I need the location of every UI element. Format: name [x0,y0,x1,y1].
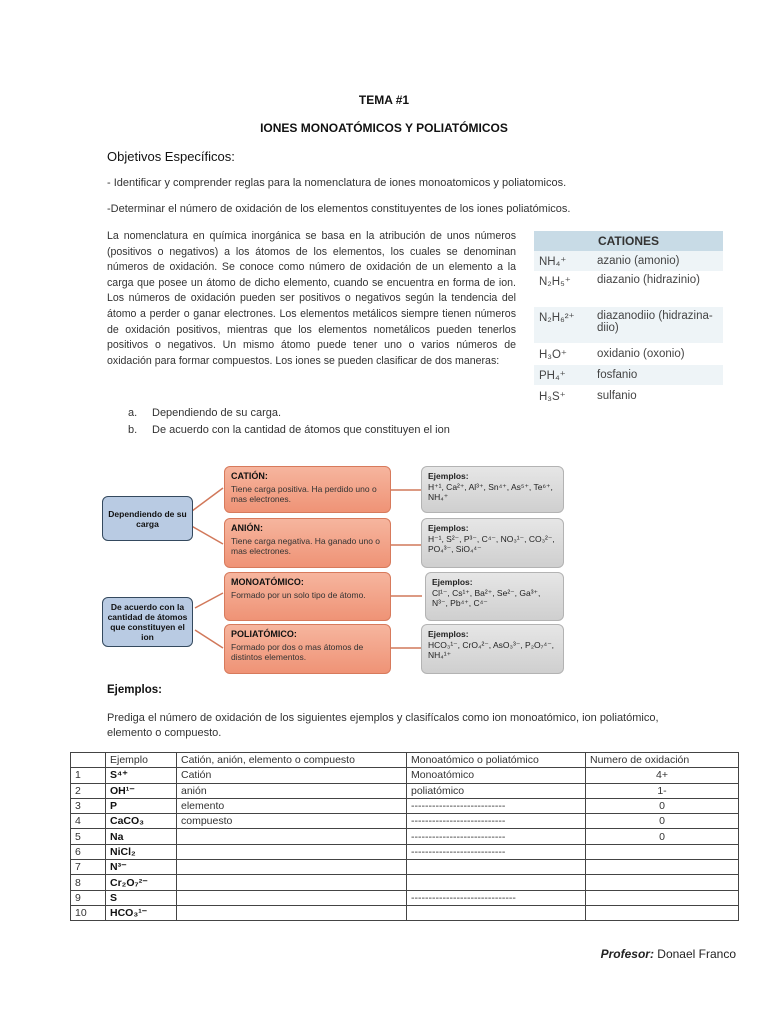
header-cell: Monoatómico o poliatómico [407,753,586,768]
table-row [71,768,739,783]
table-row [71,875,739,890]
row-number: 7 [71,860,106,875]
oxidation-cell: 0 [586,814,739,829]
cation-name: diazanodiio (hidrazina-diio) [597,310,713,334]
row-number: 6 [71,844,106,859]
cation-formula: N₂H₆²⁺ [539,312,575,324]
oxidation-cell [586,860,739,875]
atomicity-cell: --------------------------- [407,829,586,844]
table-row [71,798,739,813]
atomicity-cell: Monoatómico [407,768,586,783]
example-cell: S⁴⁺ [106,768,177,783]
table-row [71,844,739,859]
examples-title: Ejemplos: [428,471,469,481]
monoatomic-examples-box [425,572,564,621]
example-cell: OH¹⁻ [106,783,177,798]
example-cell: HCO₃¹⁻ [106,905,177,920]
cation-desc: Tiene carga positiva. Ha perdido uno o mas electrones. [231,484,377,504]
topic-subtitle: IONES MONOATÓMICOS Y POLIATÓMICOS [260,121,508,135]
row-number: 10 [71,905,106,920]
cation-name: sulfanio [597,390,637,402]
oxidation-cell [586,875,739,890]
objective-2: -Determinar el número de oxidación de los elementos constituyentes de los iones poliatómicos. [107,203,571,215]
classification-cell: elemento [177,798,407,813]
cation-name: azanio (amonio) [597,255,680,267]
list-marker: b. [128,424,138,436]
cation-formula: NH₄⁺ [539,256,567,268]
teacher-label: Profesor: [600,947,654,961]
cation-examples-box [421,466,564,513]
header-cell [71,753,106,768]
anion-title: ANIÓN: [231,523,263,533]
monoatomic-examples: Cl¹⁻, Cs¹⁺, Ba²⁺, Se²⁻, Ga³⁺, N³⁻, Pb⁴⁺, C⁴⁻ [432,588,541,608]
table-row [71,860,739,875]
cationes-title: CATIONES [534,231,723,251]
monoatomic-title: MONOATÓMICO: [231,577,304,587]
topic-title: TEMA #1 [358,93,410,107]
examples-title: Ejemplos: [432,577,473,587]
table-row [71,829,739,844]
cation-name: diazanio (hidrazinio) [597,274,700,286]
atomicity-cell: poliatómico [407,783,586,798]
cation-box [224,466,391,513]
row-number: 8 [71,875,106,890]
oxidation-cell: 1- [586,783,739,798]
atomicity-cell: --------------------------- [407,844,586,859]
cation-name: fosfanio [597,369,638,381]
anion-examples: H⁻¹, S²⁻, P³⁻, C⁴⁻, NO₃¹⁻, CO₃²⁻, PO₄³⁻, SiO₄⁴⁻ [428,534,555,554]
classification-cell [177,875,407,890]
oxidation-cell [586,844,739,859]
example-cell: N³⁻ [106,860,177,875]
examples-title: Ejemplos: [428,523,469,533]
anion-examples-box [421,518,564,568]
row-number: 5 [71,829,106,844]
polyatomic-box [224,624,391,674]
classification-cell [177,905,407,920]
monoatomic-box [224,572,391,621]
group-atoms-box: De acuerdo con la cantidad de átomos que constituyen el ion [102,597,193,647]
cation-formula: H₃O⁺ [539,349,568,361]
classification-cell [177,844,407,859]
classification-cell [177,829,407,844]
header-cell: Catión, anión, elemento o compuesto [177,753,407,768]
cation-formula: N₂H₅⁺ [539,276,571,288]
cation-name: oxidanio (oxonio) [597,348,685,360]
anion-desc: Tiene carga negativa. Ha ganado uno o mas electrones. [231,536,381,556]
oxidation-cell: 0 [586,798,739,813]
oxidation-cell [586,905,739,920]
list-text: Dependiendo de su carga. [152,407,282,419]
row-number: 4 [71,814,106,829]
examples-heading: Ejemplos: [107,684,162,696]
example-cell: CaCO₃ [106,814,177,829]
row-number: 1 [71,768,106,783]
classification-cell: Catión [177,768,407,783]
table-row [71,890,739,905]
objective-1: - Identificar y comprender reglas para la nomenclatura de iones monoatomicos y poliatomicos. [107,177,567,189]
footer [601,947,736,961]
atomicity-cell [407,860,586,875]
example-cell: Na [106,829,177,844]
table-row [71,783,739,798]
table-row [71,905,739,920]
list-text: De acuerdo con la cantidad de átomos que constituyen el ion [152,424,450,436]
oxidation-cell: 4+ [586,768,739,783]
objectives-heading: Objetivos Específicos: [107,149,235,164]
cation-examples: H⁺¹, Ca²⁺, Al³⁺, Sn⁴⁺, As⁵⁺, Te⁶⁺, NH₄⁺ [428,482,553,502]
examples-instruction: Prediga el número de oxidación de los siguientes ejemplos y clasifícalos como ion monoatómico, ion poliatómico, elemento o compuesto. [107,712,659,739]
anion-box [224,518,391,568]
atomicity-cell: --------------------------- [407,798,586,813]
polyatomic-desc: Formado por dos o mas átomos de distintos elementos. [231,642,364,662]
classification-cell: anión [177,783,407,798]
header-cell: Ejemplo [106,753,177,768]
teacher-name: Donael Franco [657,947,736,961]
classification-cell [177,860,407,875]
monoatomic-desc: Formado por un solo tipo de átomo. [231,590,366,600]
row-number: 3 [71,798,106,813]
cation-title: CATIÓN: [231,471,268,481]
exercise-table [70,752,739,921]
atomicity-cell: ------------------------------ [407,890,586,905]
polyatomic-examples: HCO₃¹⁻, CrO₄²⁻, AsO₃³⁻, P₂O₇⁴⁻, NH₄¹⁺ [428,640,555,660]
classification-cell [177,890,407,905]
classification-cell: compuesto [177,814,407,829]
intro-paragraph: La nomenclatura en química inorgánica se basa en la atribución de unos números (positivos o negativos) a los átomos de los elementos, los cuales se denominan números de oxidación. Se conoce como número de oxidación de un elemento a la carga que posee un átomo de dicho elemento, cuando se encuentra en forma de ion. Los números de oxidación pueden ser positivos o negativos según la tendencia del átomo a perder o ganar electrones. Los elementos metálicos siempre tienen números de oxidación positivos, mientras que los elementos nometálicos pueden tenerlos positivos o negativos. Un mismo átomo puede tener uno o varios números de oxidación para formar compuestos. Los iones se pueden clasificar de dos maneras: [107,230,516,367]
atomicity-cell: --------------------------- [407,814,586,829]
cation-formula: PH₄⁺ [539,370,566,382]
example-cell: S [106,890,177,905]
atomicity-cell [407,905,586,920]
row-number: 2 [71,783,106,798]
polyatomic-title: POLIATÓMICO: [231,629,297,639]
example-cell: NiCl₂ [106,844,177,859]
atomicity-cell [407,875,586,890]
table-header-row [71,753,739,768]
exercise-table-body [71,768,739,921]
oxidation-cell [586,890,739,905]
oxidation-cell: 0 [586,829,739,844]
example-cell: P [106,798,177,813]
row-number: 9 [71,890,106,905]
list-marker: a. [128,407,138,419]
examples-title: Ejemplos: [428,629,469,639]
header-cell: Numero de oxidación [586,753,739,768]
polyatomic-examples-box [421,624,564,674]
table-row [71,814,739,829]
group-charge-box: Dependiendo de su carga [102,496,193,541]
example-cell: Cr₂O₇²⁻ [106,875,177,890]
cation-formula: H₃S⁺ [539,391,566,403]
